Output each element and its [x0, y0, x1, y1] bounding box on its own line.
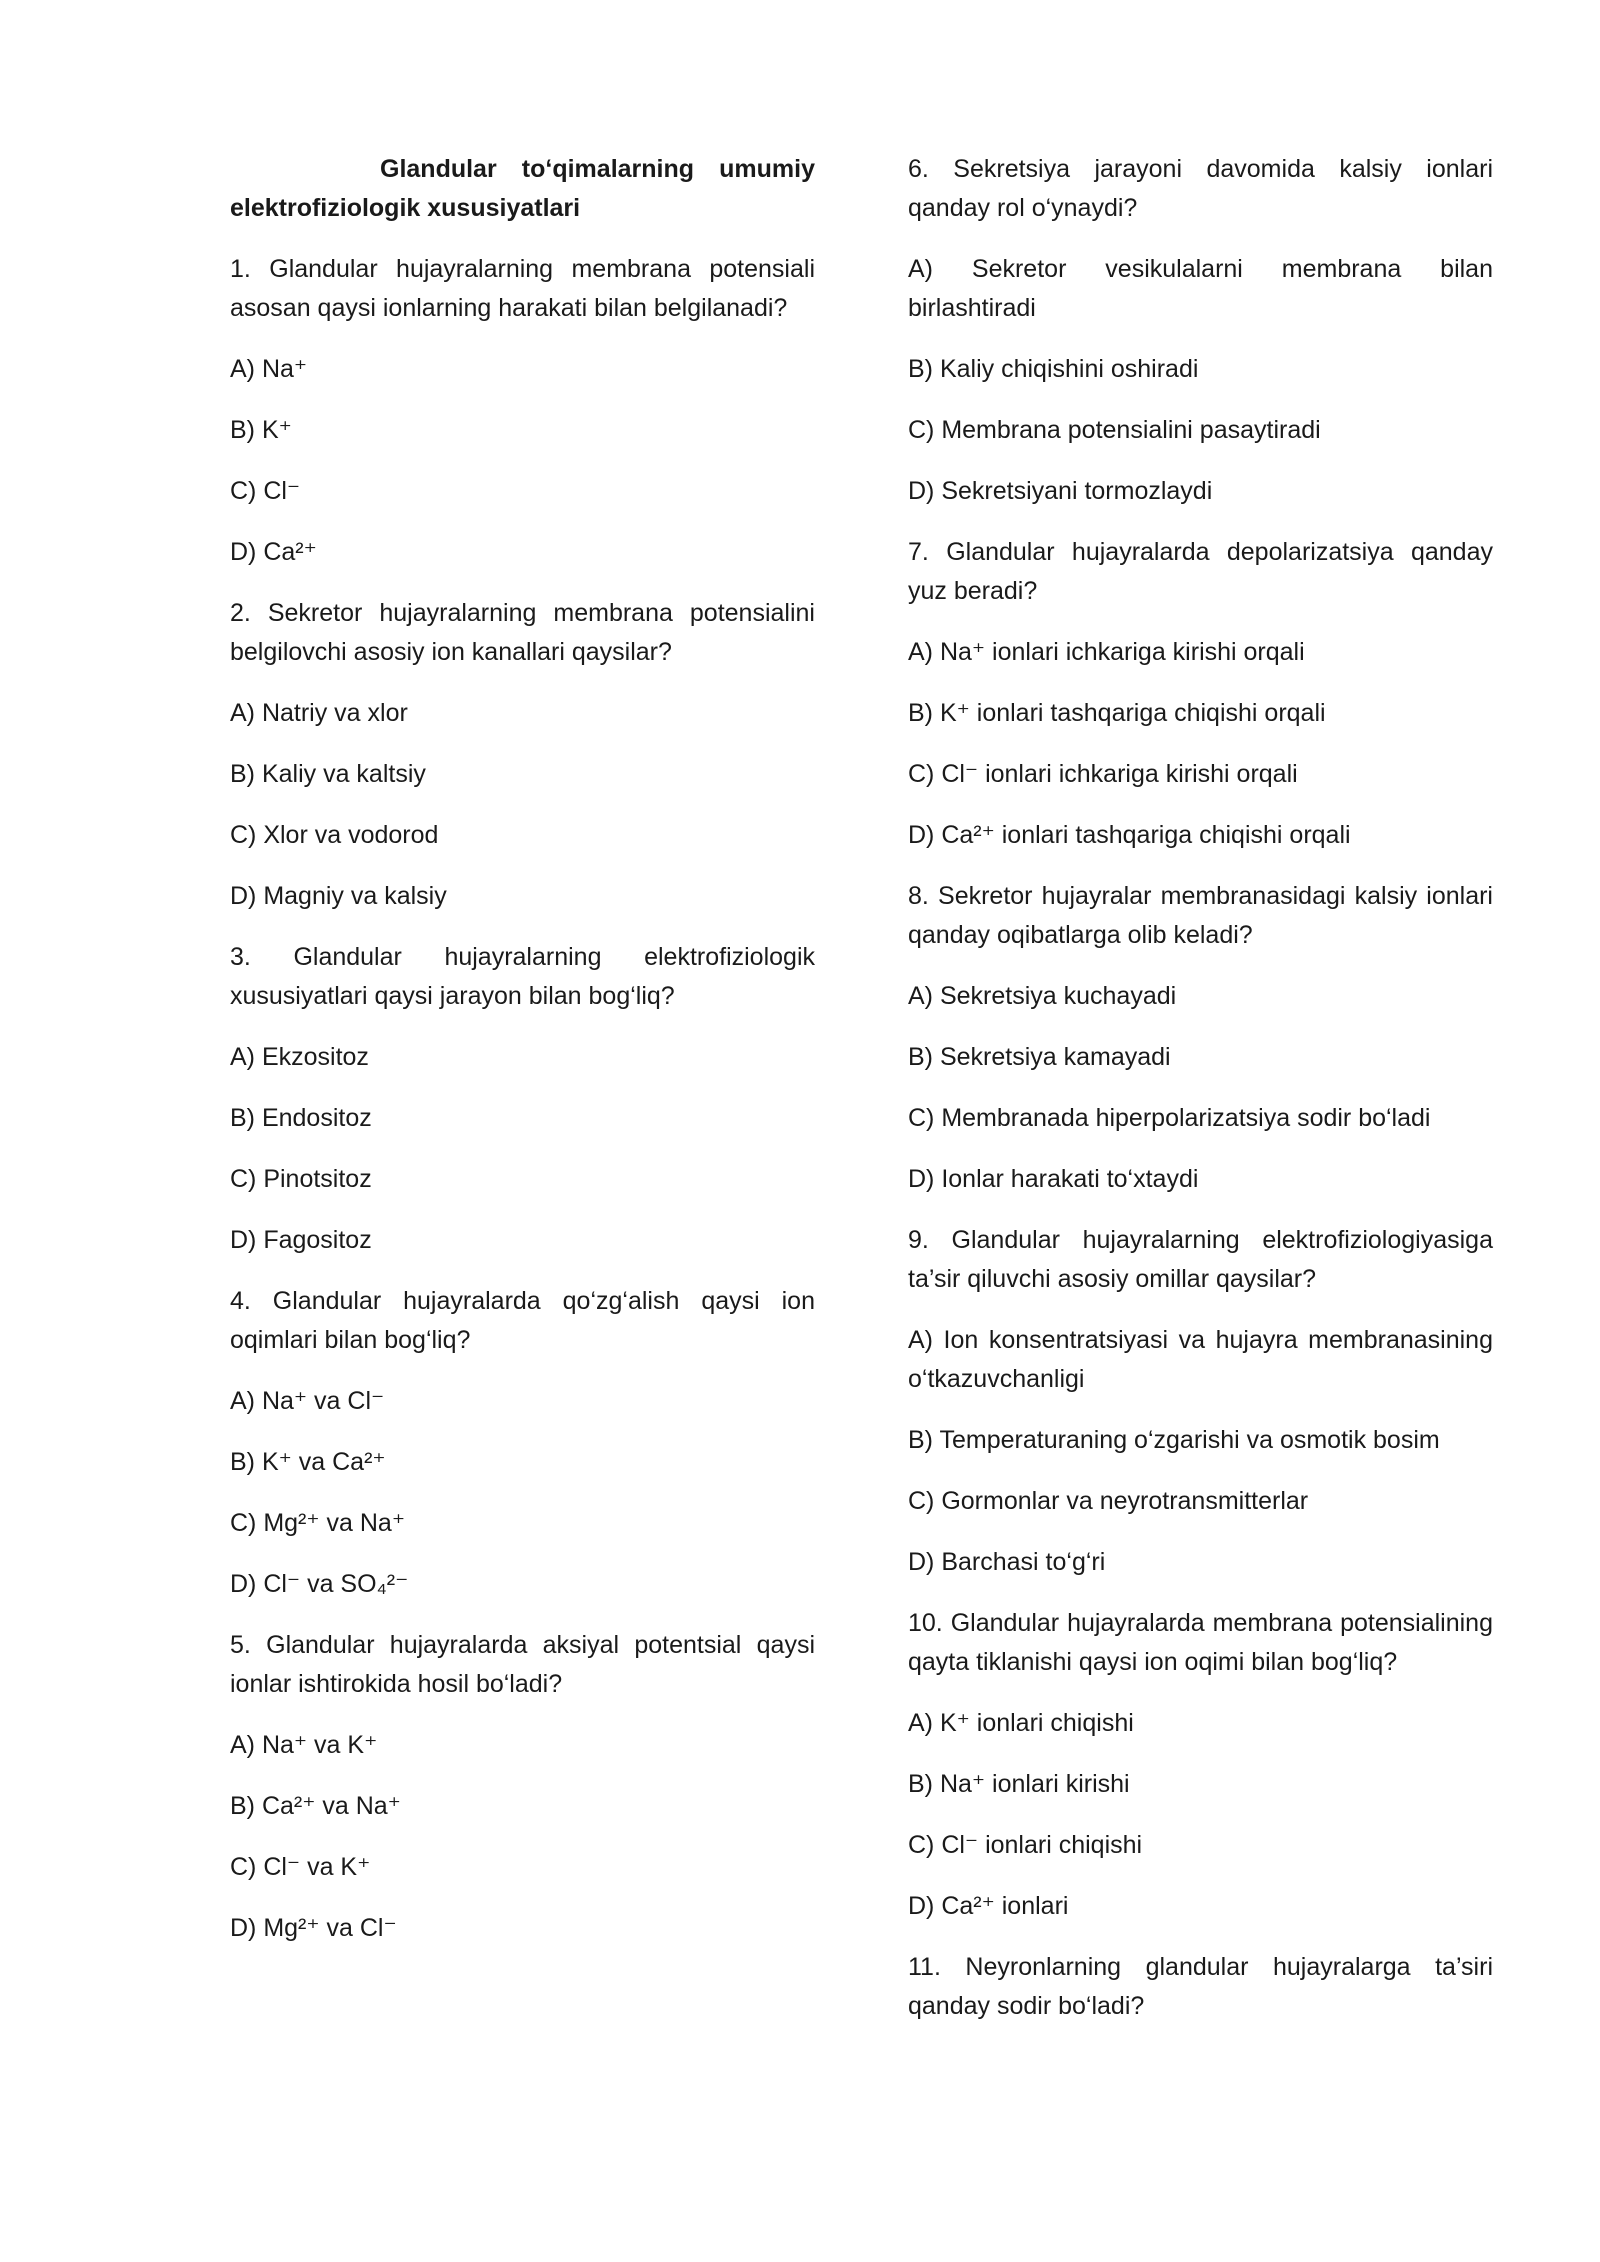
answer-option: C) Cl⁻ va K⁺: [230, 1853, 371, 1881]
answer-option: C) Pinotsitoz: [230, 1165, 372, 1193]
question-text: 4. Glandular hujayralarda qo‘zg‘alish qaysi ion oqimlari bilan bog‘liq?: [230, 1287, 815, 1354]
document-title: [230, 150, 815, 228]
answer-option: D) Mg²⁺ va Cl⁻: [230, 1914, 397, 1942]
question-text: 7. Glandular hujayralarda depolarizatsiya qanday yuz beradi?: [908, 538, 1493, 605]
question-block: [908, 1604, 1493, 1926]
answer-option: A) Na⁺ ionlari ichkariga kirishi orqali: [908, 638, 1305, 666]
answer-option: D) Cl⁻ va SO₄²⁻: [230, 1570, 409, 1598]
question-text: 5. Glandular hujayralarda aksiyal potentsial qaysi ionlar ishtirokida hosil bo‘ladi?: [230, 1631, 815, 1698]
question-block: [230, 1626, 815, 1948]
question-text: 3. Glandular hujayralarning elektrofiziologik xususiyatlari qaysi jarayon bilan bog‘liq?: [230, 943, 815, 1010]
answer-option: C) Cl⁻ ionlari ichkariga kirishi orqali: [908, 760, 1298, 788]
answer-option: A) Na⁺ va K⁺: [230, 1731, 378, 1759]
answer-option: D) Ca²⁺ ionlari: [908, 1892, 1069, 1920]
answer-option: C) Membrana potensialini pasaytiradi: [908, 416, 1321, 444]
answer-option: B) Ca²⁺ va Na⁺: [230, 1792, 401, 1820]
question-block: [230, 938, 815, 1260]
answer-option: A) Natriy va xlor: [230, 699, 408, 727]
question-block: [908, 1221, 1493, 1582]
right-question-list: [908, 150, 1493, 2026]
question-text: 11. Neyronlarning glandular hujayralarga ta’siri qanday sodir bo‘ladi?: [908, 1953, 1493, 2020]
question-block: [908, 150, 1493, 511]
answer-option: A) Sekretsiya kuchayadi: [908, 982, 1177, 1010]
answer-option: D) Ca²⁺ ionlari tashqariga chiqishi orqali: [908, 821, 1351, 849]
answer-option: A) Na⁺ va Cl⁻: [230, 1387, 385, 1415]
answer-option: B) K⁺ va Ca²⁺: [230, 1448, 386, 1476]
answer-option: A) K⁺ ionlari chiqishi: [908, 1709, 1134, 1737]
right-column: [908, 150, 1493, 2048]
answer-option: D) Magniy va kalsiy: [230, 882, 447, 910]
answer-option: C) Mg²⁺ va Na⁺: [230, 1509, 406, 1537]
answer-option: D) Barchasi to‘g‘ri: [908, 1548, 1106, 1576]
answer-option: B) K⁺: [230, 416, 292, 444]
answer-option: D) Ionlar harakati to‘xtaydi: [908, 1165, 1199, 1193]
answer-option: D) Fagositoz: [230, 1226, 372, 1254]
answer-option: A) Na⁺: [230, 355, 308, 383]
question-text: 6. Sekretsiya jarayoni davomida kalsiy ionlari qanday rol o‘ynaydi?: [908, 155, 1493, 222]
question-block: [908, 877, 1493, 1199]
question-text: 2. Sekretor hujayralarning membrana potensialini belgilovchi asosiy ion kanallari qaysilar?: [230, 599, 815, 666]
answer-option: C) Cl⁻: [230, 477, 301, 505]
answer-option: B) Kaliy chiqishini oshiradi: [908, 355, 1199, 383]
answer-option: C) Gormonlar va neyrotransmitterlar: [908, 1487, 1309, 1515]
answer-option: C) Cl⁻ ionlari chiqishi: [908, 1831, 1143, 1859]
answer-option: A) Ekzositoz: [230, 1043, 369, 1071]
question-block: [908, 533, 1493, 855]
left-column: [230, 150, 815, 1970]
answer-option: B) Temperaturaning o‘zgarishi va osmotik bosim: [908, 1426, 1440, 1454]
answer-option: D) Sekretsiyani tormozlaydi: [908, 477, 1213, 505]
answer-option: A) Ion konsentratsiyasi va hujayra membranasining o‘tkazuvchanligi: [908, 1326, 1493, 1393]
answer-option: B) Kaliy va kaltsiy: [230, 760, 426, 788]
question-block: [230, 1282, 815, 1604]
question-block: [230, 594, 815, 916]
answer-option: C) Xlor va vodorod: [230, 821, 439, 849]
question-text: 8. Sekretor hujayralar membranasidagi kalsiy ionlari qanday oqibatlarga olib keladi?: [908, 882, 1493, 949]
document-title-text: Glandular to‘qimalarning umumiy elektrofiziologik xususiyatlari: [230, 155, 815, 222]
question-block: [230, 250, 815, 572]
question-text: 9. Glandular hujayralarning elektrofiziologiyasiga ta’sir qiluvchi asosiy omillar qaysilar?: [908, 1226, 1493, 1293]
answer-option: C) Membranada hiperpolarizatsiya sodir bo‘ladi: [908, 1104, 1431, 1132]
question-block: [908, 1948, 1493, 2026]
question-text: 10. Glandular hujayralarda membrana potensialining qayta tiklanishi qaysi ion oqimi bilan bog‘liq?: [908, 1609, 1493, 1676]
question-text: 1. Glandular hujayralarning membrana potensiali asosan qaysi ionlarning harakati bilan belgilanadi?: [230, 255, 815, 322]
answer-option: A) Sekretor vesikulalarni membrana bilan birlashtiradi: [908, 255, 1493, 322]
left-question-list: [230, 250, 815, 1948]
answer-option: B) Na⁺ ionlari kirishi: [908, 1770, 1130, 1798]
answer-option: B) Sekretsiya kamayadi: [908, 1043, 1171, 1071]
answer-option: D) Ca²⁺: [230, 538, 317, 566]
answer-option: B) K⁺ ionlari tashqariga chiqishi orqali: [908, 699, 1326, 727]
answer-option: B) Endositoz: [230, 1104, 372, 1132]
